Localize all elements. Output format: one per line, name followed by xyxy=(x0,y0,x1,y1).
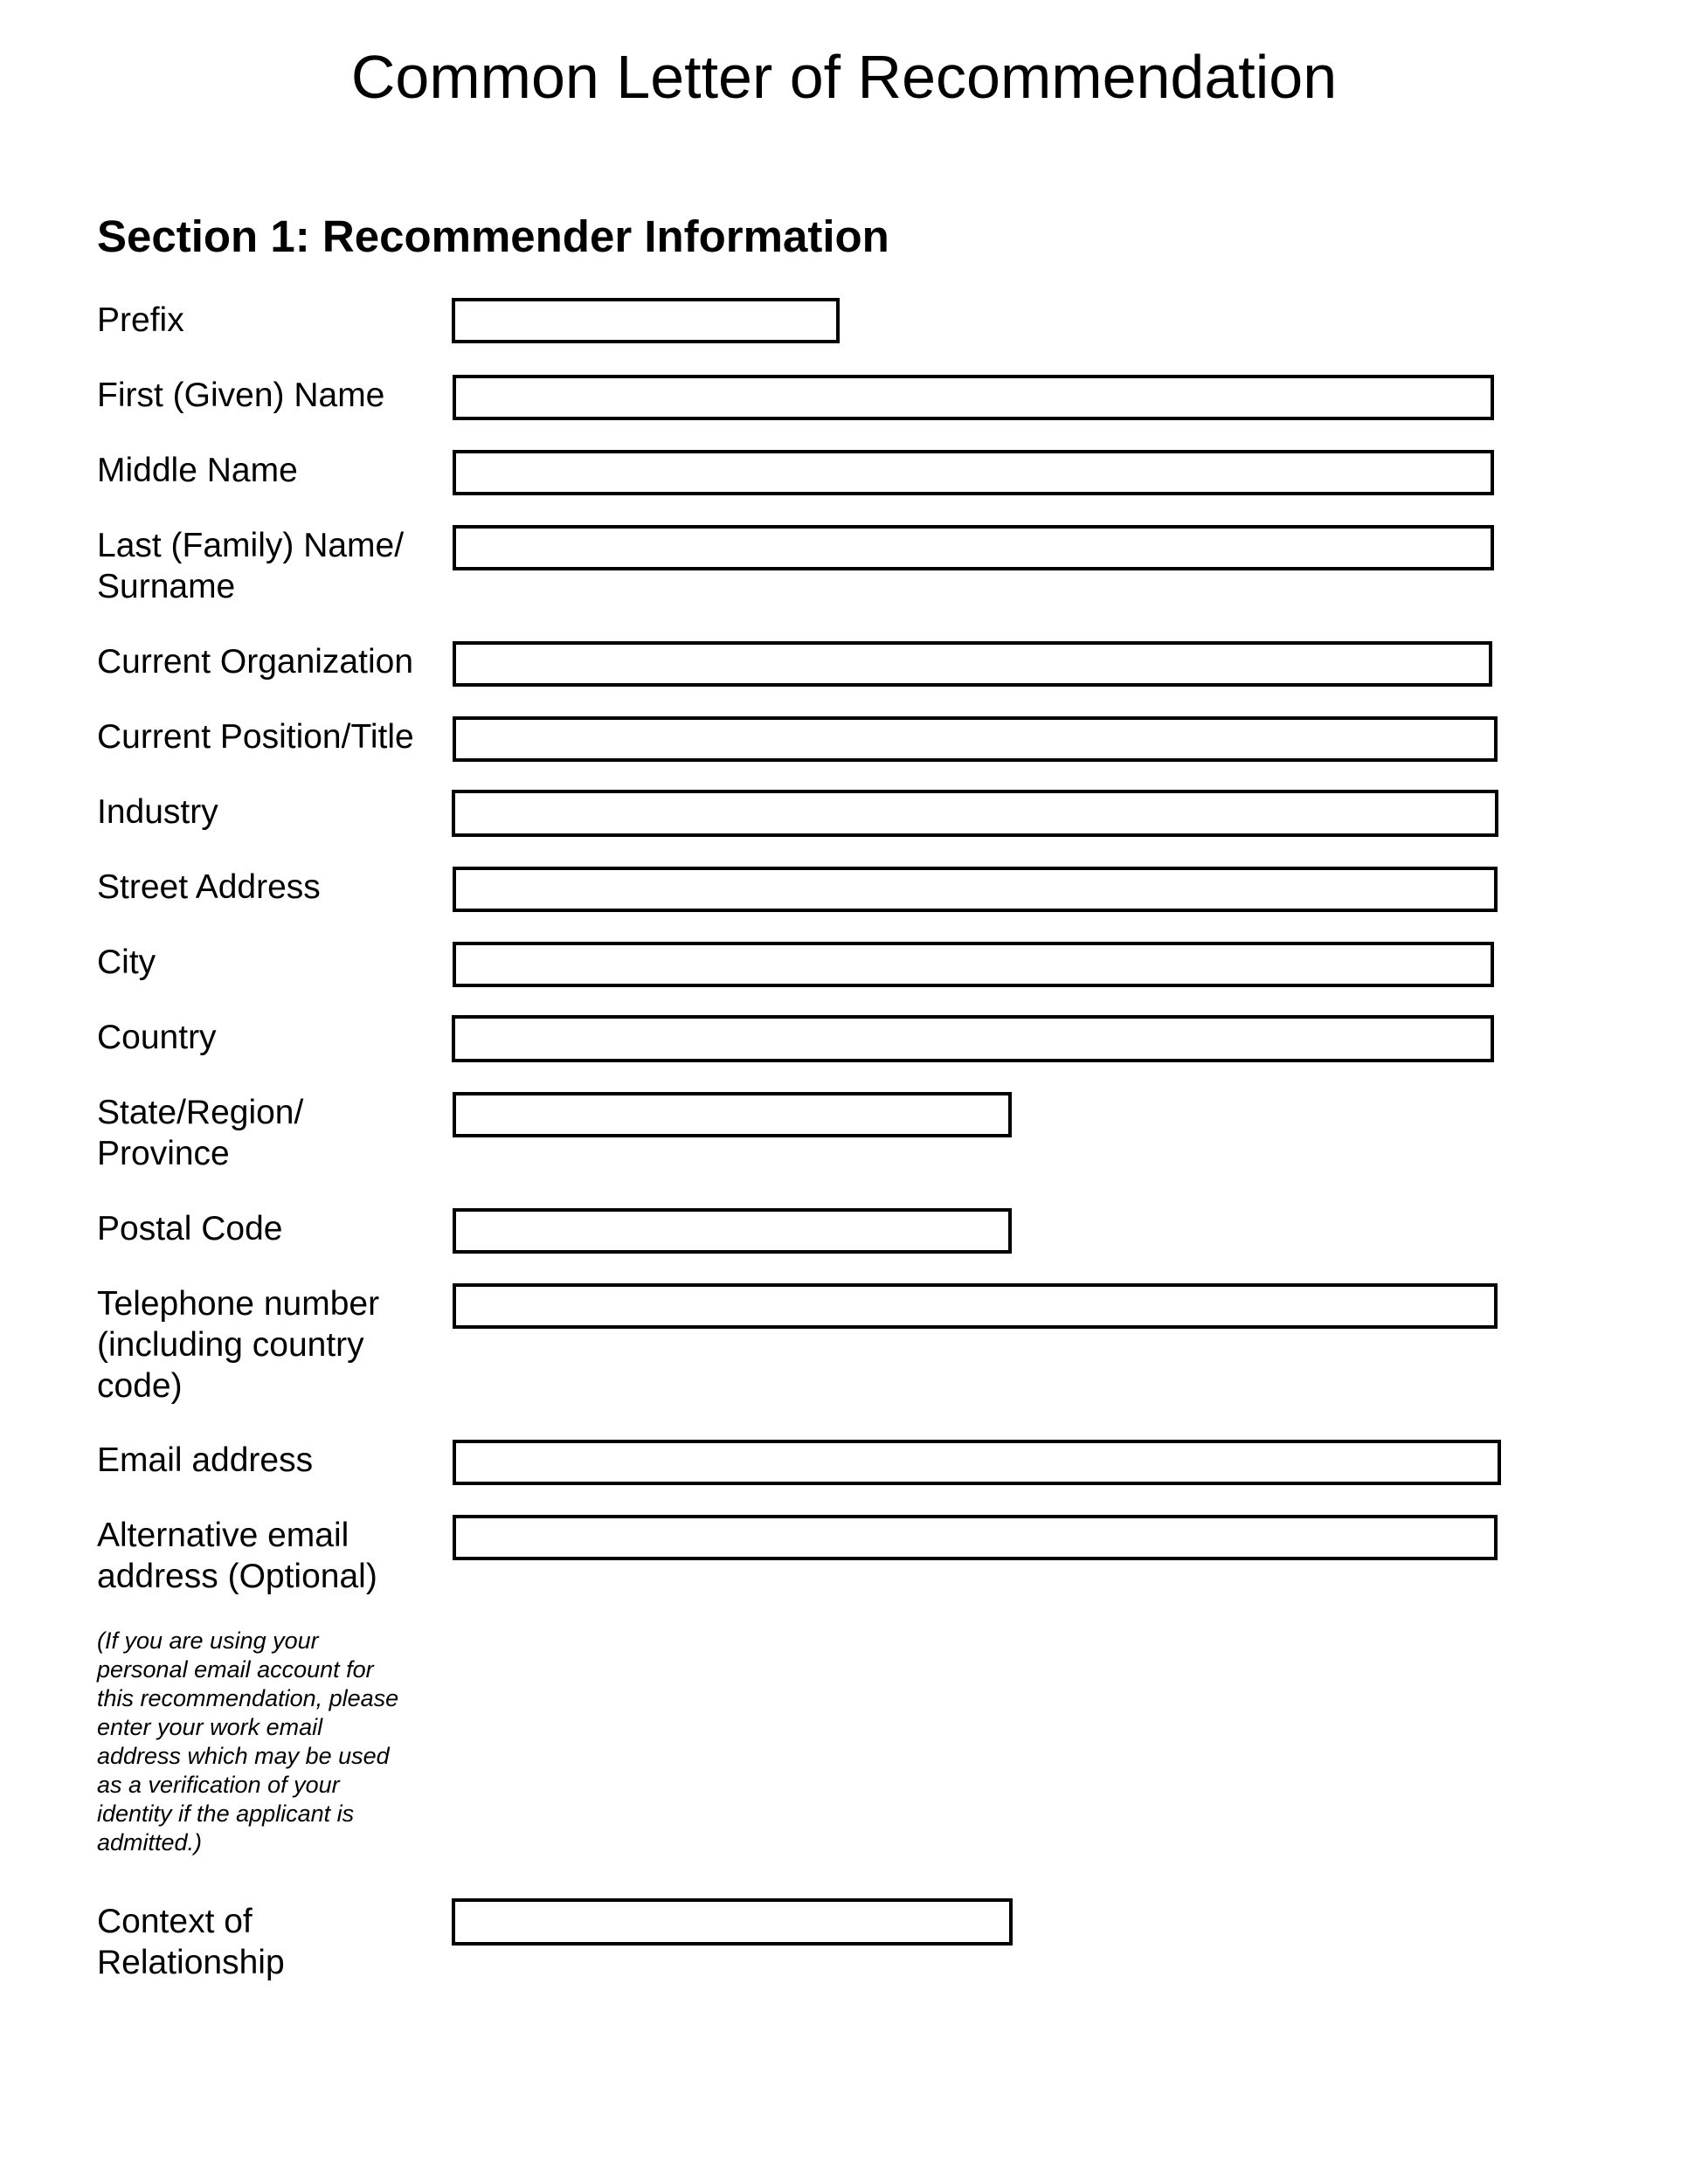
email-label: Email address xyxy=(97,1441,314,1479)
current-organization-input[interactable] xyxy=(453,641,1492,687)
postal-code-input[interactable] xyxy=(453,1208,1012,1254)
street-address-input[interactable] xyxy=(453,867,1498,912)
current-organization-label: Current Organization xyxy=(97,643,414,681)
prefix-label: Prefix xyxy=(97,301,184,339)
telephone-input[interactable] xyxy=(453,1283,1498,1329)
middle-name-label: Middle Name xyxy=(97,452,298,489)
country-input[interactable] xyxy=(452,1015,1494,1062)
postal-code-label: Postal Code xyxy=(97,1210,283,1248)
last-name-input[interactable] xyxy=(453,525,1494,570)
country-label: Country xyxy=(97,1019,217,1056)
document-title: Common Letter of Recommendation xyxy=(350,43,1338,111)
state-region-label: State/Region/ Province xyxy=(97,1094,304,1172)
current-position-input[interactable] xyxy=(453,716,1498,762)
context-of-relationship-label: Context of Relationship xyxy=(97,1903,285,1981)
context-of-relationship-input[interactable] xyxy=(452,1898,1013,1946)
telephone-label: Telephone number (including country code) xyxy=(97,1285,380,1405)
alt-email-note: (If you are using your personal email account for this recommendation, please enter your work email address which may be used as a verification of your identity if the applicant is admitted.) xyxy=(97,1628,399,1856)
alt-email-input[interactable] xyxy=(453,1515,1498,1560)
alt-email-label: Alternative email address (Optional) xyxy=(97,1517,377,1595)
first-name-input[interactable] xyxy=(453,375,1494,420)
city-label: City xyxy=(97,943,156,981)
prefix-input[interactable] xyxy=(452,298,840,343)
middle-name-input[interactable] xyxy=(453,450,1494,495)
first-name-label: First (Given) Name xyxy=(97,377,385,414)
section-heading: Section 1: Recommender Information xyxy=(97,211,889,261)
industry-input[interactable] xyxy=(452,790,1498,837)
last-name-label: Last (Family) Name/ Surname xyxy=(97,527,405,605)
industry-label: Industry xyxy=(97,793,218,831)
current-position-label: Current Position/Title xyxy=(97,718,414,756)
street-address-label: Street Address xyxy=(97,868,321,906)
city-input[interactable] xyxy=(453,942,1494,987)
email-input[interactable] xyxy=(453,1440,1501,1485)
state-region-input[interactable] xyxy=(453,1092,1012,1137)
